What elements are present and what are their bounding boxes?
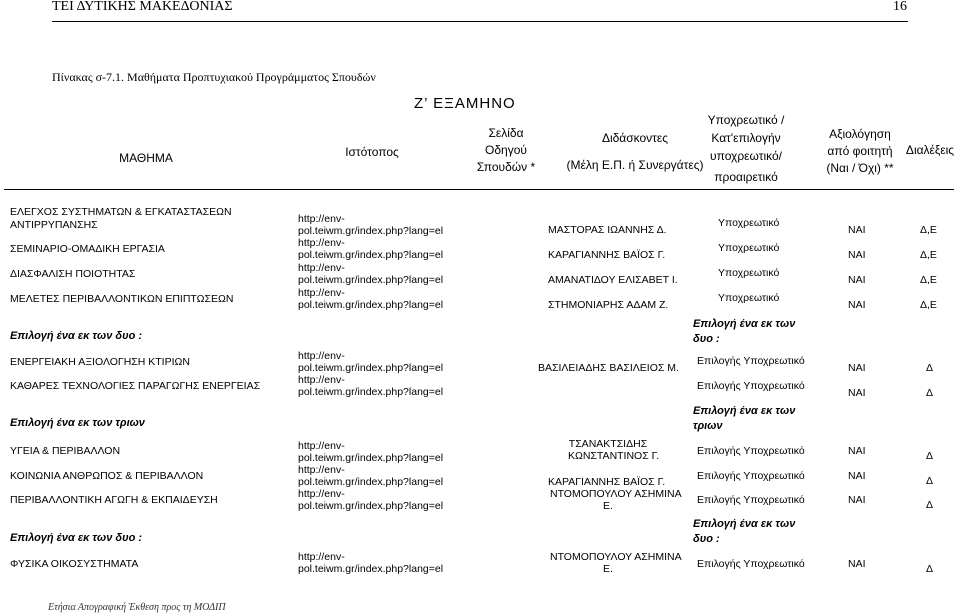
page-number: 16 [893,0,907,14]
course-name: ΕΝΕΡΓΕΙΑΚΗ ΑΞΙΟΛΟΓΗΣΗ ΚΤΙΡΙΩΝ [10,356,190,368]
course-type: Επιλογής Υποχρεωτικό [697,558,805,570]
lectures-value: Δ [926,563,934,575]
col-header-type-l4: προαιρετικό [714,170,778,184]
col-header-type [686,111,806,186]
col-header-guide-l1: Σελίδα [488,126,524,140]
course-name: ΜΕΛΕΤΕΣ ΠΕΡΙΒΑΛΛΟΝΤΙΚΩΝ ΕΠΙΠΤΩΣΕΩΝ [10,293,234,305]
col-header-guide-l3: Σπουδών * [476,160,536,174]
semester-title: Ζ’ ΕΞΑΜΗΝΟ [414,95,516,112]
course-name-cont: ΑΝΤΙΡΡΥΠΑΝΣΗΣ [10,219,98,231]
table-caption: Πίνακας σ-7.1. Μαθήματα Προπτυχιακού Προγράμματος Σπουδών [52,70,376,84]
course-type: Επιλογής Υποχρεωτικό [697,445,805,457]
header-rule [52,21,908,22]
page-header-title: ΤΕΙ ΔΥΤΙΚΗΣ ΜΑΚΕΔΟΝΙΑΣ [52,0,233,14]
teacher-name: ΝΤΟΜΟΠΟΥΛΟΥ ΑΣΗΜΙΝΑ Ε. [550,488,682,512]
lectures-value: Δ [926,475,934,487]
col-header-teachers-l2: (Μέλη Ε.Π. ή Συνεργάτες) [566,158,704,172]
teacher-name: ΑΜΑΝΑΤΙΔΟΥ ΕΛΙΣΑΒΕΤ Ι. [548,274,678,286]
lectures-value: Δ,Ε [920,224,937,236]
course-name: ΥΓΕΙΑ & ΠΕΡΙΒΑΛΛΟΝ [10,445,121,457]
website-link[interactable]: http://env- pol.teiwm.gr/index.php?lang=el [298,440,444,464]
teacher-name: ΤΣΑΝΑΚΤΣΙΔΗΣ ΚΩΝΣΤΑΝΤΙΝΟΣ Γ. [568,438,660,462]
lectures-value: Δ,Ε [920,249,937,261]
website-link[interactable]: http://env- pol.teiwm.gr/index.php?lang=el [298,374,444,398]
col-header-guide [466,125,546,176]
course-type: Υποχρεωτικό [718,267,780,279]
col-header-eval-l2: από φοιτητή [827,144,893,158]
col-header-lectures: Διαλέξεις [905,143,955,157]
evaluation-value: ΝΑΙ [848,299,866,311]
website-link[interactable]: http://env- pol.teiwm.gr/index.php?lang=el [298,213,444,237]
website-link[interactable]: http://env- pol.teiwm.gr/index.php?lang=el [298,464,444,488]
col-header-type-l2: Κατ'επιλογήν [711,131,781,145]
col-header-eval-l1: Αξιολόγηση [829,127,891,141]
course-name: ΕΛΕΓΧΟΣ ΣΥΣΤΗΜΑΤΩΝ & ΕΓΚΑΤΑΣΤΑΣΕΩΝ [10,206,232,218]
table-top-rule [4,189,954,190]
col-header-course: ΜΑΘΗΜΑ [119,151,173,165]
teacher-name: ΚΑΡΑΓΙΑΝΝΗΣ ΒΑΪΟΣ Γ. [548,249,666,261]
lectures-value: Δ [926,362,934,374]
teacher-name: ΚΑΡΑΓΙΑΝΝΗΣ ΒΑΪΟΣ Γ. [548,476,666,488]
evaluation-value: ΝΑΙ [848,249,866,261]
evaluation-value: ΝΑΙ [848,274,866,286]
evaluation-value: ΝΑΙ [848,224,866,236]
evaluation-value: ΝΑΙ [848,387,866,399]
lectures-value: Δ,Ε [920,299,937,311]
course-type: Επιλογής Υποχρεωτικό [697,355,805,367]
course-type: Επιλογής Υποχρεωτικό [697,470,805,482]
col-header-type-l3: υποχρεωτικό/ [710,149,782,163]
evaluation-value: ΝΑΙ [848,445,866,457]
course-type: Υποχρεωτικό [718,242,780,254]
course-type: Επιλογής Υποχρεωτικό [697,494,805,506]
section-type-label: Επιλογή ένα εκ των δυο : [693,518,796,545]
evaluation-value: ΝΑΙ [848,470,866,482]
course-type: Επιλογής Υποχρεωτικό [697,380,805,392]
section-type-label: Επιλογή ένα εκ των τριων [693,405,796,432]
col-header-guide-l2: Οδηγού [485,143,527,157]
lectures-value: Δ [926,499,934,511]
lectures-value: Δ [926,450,934,462]
evaluation-value: ΝΑΙ [848,494,866,506]
website-link[interactable]: http://env- pol.teiwm.gr/index.php?lang=el [298,287,444,311]
course-name: ΦΥΣΙΚΑ ΟΙΚΟΣΥΣΤΗΜΑΤΑ [10,558,139,570]
website-link[interactable]: http://env- pol.teiwm.gr/index.php?lang=el [298,488,444,512]
website-link[interactable]: http://env- pol.teiwm.gr/index.php?lang=el [298,350,444,374]
col-header-teachers-l1: Διδάσκοντες [601,131,669,145]
website-link[interactable]: http://env- pol.teiwm.gr/index.php?lang=el [298,551,444,575]
course-type: Υποχρεωτικό [718,292,780,304]
course-name: ΔΙΑΣΦΑΛΙΣΗ ΠΟΙΟΤΗΤΑΣ [10,268,136,280]
website-link[interactable]: http://env- pol.teiwm.gr/index.php?lang=el [298,237,444,261]
lectures-value: Δ,Ε [920,274,937,286]
course-name: ΚΟΙΝΩΝΙΑ ΑΝΘΡΩΠΟΣ & ΠΕΡΙΒΑΛΛΟΝ [10,470,204,482]
course-name: ΣΕΜΙΝΑΡΙΟ-ΟΜΑΔΙΚΗ ΕΡΓΑΣΙΑ [10,243,165,255]
section-type-label: Επιλογή ένα εκ των δυο : [693,318,796,345]
col-header-eval-l3: (Ναι / Όχι) ** [826,161,894,175]
teacher-name: ΜΑΣΤΟΡΑΣ ΙΩΑΝΝΗΣ Δ. [548,224,667,236]
teacher-name: ΒΑΣΙΛΕΙΑΔΗΣ ΒΑΣΙΛΕΙΟΣ Μ. [538,362,679,374]
section-label: Επιλογή ένα εκ των δυο : [10,330,143,342]
website-link[interactable]: http://env- pol.teiwm.gr/index.php?lang=el [298,262,444,286]
course-type: Υποχρεωτικό [718,217,780,229]
teacher-name: ΝΤΟΜΟΠΟΥΛΟΥ ΑΣΗΜΙΝΑ Ε. [550,551,682,575]
section-label: Επιλογή ένα εκ των δυο : [10,532,143,544]
section-label: Επιλογή ένα εκ των τριων [10,417,145,429]
evaluation-value: ΝΑΙ [848,362,866,374]
evaluation-value: ΝΑΙ [848,558,866,570]
col-header-website: Ιστότοπος [345,145,399,159]
col-header-eval [810,126,910,177]
page-footer: Ετήσια Απογραφική Έκθεση προς τη ΜΟΔΙΠ [48,602,226,613]
lectures-value: Δ [926,387,934,399]
teacher-name: ΣΤΗΜΟΝΙΑΡΗΣ ΑΔΑΜ Ζ. [548,299,669,311]
course-name: ΚΑΘΑΡΕΣ ΤΕΧΝΟΛΟΓΙΕΣ ΠΑΡΑΓΩΓΗΣ ΕΝΕΡΓΕΙΑΣ [10,380,261,392]
course-name: ΠΕΡΙΒΑΛΛΟΝΤΙΚΗ ΑΓΩΓΗ & ΕΚΠΑΙΔΕΥΣΗ [10,494,218,506]
col-header-type-l1: Υποχρεωτικό / [707,113,785,127]
